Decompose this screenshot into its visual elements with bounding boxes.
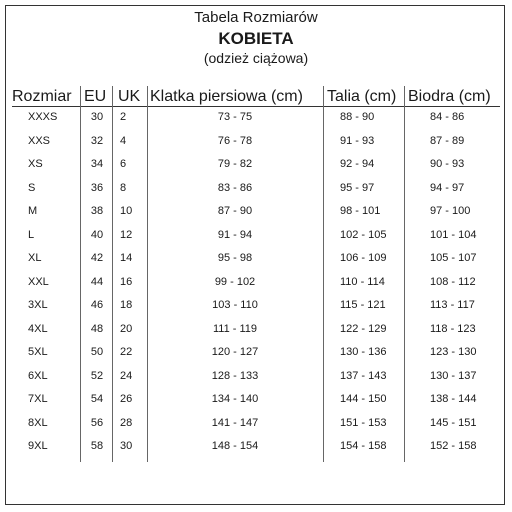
cell-eu: 50: [90, 346, 104, 358]
cell-waist: 110 - 114: [340, 275, 385, 288]
page-title: Tabela Rozmiarów: [194, 9, 318, 26]
cell-size: L: [28, 228, 35, 241]
cell-uk: 20: [120, 322, 133, 335]
cell-chest: 87 - 90: [217, 205, 253, 217]
cell-uk: 8: [120, 181, 127, 194]
cell-uk: 10: [120, 205, 133, 217]
cell-waist: 154 - 158: [340, 440, 387, 452]
cell-size: 4XL: [28, 322, 48, 335]
column-header-size: Rozmiar: [12, 88, 72, 105]
cell-eu: 56: [90, 416, 104, 429]
cell-waist: 91 - 93: [340, 134, 375, 147]
cell-waist: 106 - 109: [340, 252, 387, 264]
cell-chest: 99 - 102: [214, 275, 256, 288]
cell-hips: 90 - 93: [430, 158, 465, 170]
cell-size: S: [28, 181, 36, 194]
cell-size: XXXS: [28, 111, 58, 123]
cell-size: XL: [28, 252, 42, 264]
cell-size: XXS: [28, 134, 51, 147]
cell-chest: 76 - 78: [217, 134, 253, 147]
cell-chest: 103 - 110: [212, 299, 258, 311]
cell-waist: 92 - 94: [340, 158, 375, 170]
column-header-hips: Biodra (cm): [408, 88, 491, 105]
cell-chest: 148 - 154: [211, 440, 259, 452]
cell-waist: 102 - 105: [340, 228, 387, 241]
cell-hips: 87 - 89: [430, 134, 465, 147]
cell-chest: 111 - 119: [212, 322, 258, 335]
cell-chest: 79 - 82: [217, 158, 253, 170]
cell-chest: 73 - 75: [217, 111, 253, 123]
column-header-waist: Talia (cm): [327, 88, 397, 105]
cell-uk: 14: [120, 252, 133, 264]
cell-chest: 134 - 140: [211, 393, 259, 405]
cell-uk: 28: [120, 416, 133, 429]
cell-uk: 6: [120, 158, 127, 170]
cell-size: 3XL: [28, 299, 48, 311]
cell-uk: 30: [120, 440, 133, 452]
cell-eu: 36: [90, 181, 104, 194]
cell-hips: 94 - 97: [430, 181, 465, 194]
cell-uk: 18: [120, 299, 133, 311]
cell-waist: 115 - 121: [340, 299, 386, 311]
cell-uk: 24: [120, 369, 133, 382]
cell-eu: 48: [90, 322, 104, 335]
cell-size: 9XL: [28, 440, 48, 452]
cell-hips: 138 - 144: [430, 393, 477, 405]
column-header-eu: EU: [84, 88, 107, 105]
column-header-chest: Klatka piersiowa (cm): [150, 88, 303, 105]
cell-size: 5XL: [28, 346, 48, 358]
header-divider: [12, 106, 500, 107]
cell-size: 8XL: [28, 416, 48, 429]
cell-waist: 151 - 153: [340, 416, 387, 429]
cell-chest: 83 - 86: [217, 181, 253, 194]
cell-chest: 120 - 127: [211, 346, 259, 358]
cell-uk: 16: [120, 275, 133, 288]
cell-hips: 108 - 112: [430, 275, 476, 288]
cell-eu: 32: [90, 134, 104, 147]
cell-waist: 88 - 90: [340, 111, 375, 123]
cell-waist: 122 - 129: [340, 322, 387, 335]
cell-eu: 30: [90, 111, 104, 123]
cell-hips: 118 - 123: [430, 322, 476, 335]
cell-waist: 98 - 101: [340, 205, 381, 217]
column-divider: [112, 86, 113, 462]
cell-hips: 123 - 130: [430, 346, 477, 358]
page-note: (odzież ciążowa): [203, 50, 309, 66]
cell-eu: 54: [90, 393, 104, 405]
cell-waist: 144 - 150: [340, 393, 387, 405]
column-divider: [323, 86, 324, 462]
cell-chest: 95 - 98: [217, 252, 253, 264]
cell-size: 6XL: [28, 369, 48, 382]
cell-size: XXL: [28, 275, 49, 288]
cell-uk: 2: [120, 111, 127, 123]
cell-size: 7XL: [28, 393, 48, 405]
cell-eu: 42: [90, 252, 104, 264]
cell-eu: 40: [90, 228, 104, 241]
cell-hips: 101 - 104: [430, 228, 477, 241]
cell-hips: 84 - 86: [430, 111, 465, 123]
cell-size: XS: [28, 158, 43, 170]
cell-chest: 141 - 147: [211, 416, 259, 429]
cell-uk: 22: [120, 346, 133, 358]
cell-eu: 34: [90, 158, 104, 170]
cell-hips: 113 - 117: [430, 299, 475, 311]
column-divider: [147, 86, 148, 462]
column-header-uk: UK: [118, 88, 141, 105]
cell-uk: 4: [120, 134, 127, 147]
cell-waist: 95 - 97: [340, 181, 375, 194]
cell-eu: 52: [90, 369, 104, 382]
cell-waist: 130 - 136: [340, 346, 387, 358]
cell-size: M: [28, 205, 38, 217]
cell-hips: 105 - 107: [430, 252, 477, 264]
cell-hips: 152 - 158: [430, 440, 477, 452]
cell-hips: 97 - 100: [430, 205, 471, 217]
column-divider: [80, 86, 81, 462]
cell-eu: 58: [90, 440, 104, 452]
cell-uk: 26: [120, 393, 133, 405]
cell-uk: 12: [120, 228, 133, 241]
cell-waist: 137 - 143: [340, 369, 387, 382]
cell-eu: 44: [90, 275, 104, 288]
cell-hips: 145 - 151: [430, 416, 477, 429]
cell-chest: 91 - 94: [217, 228, 253, 241]
cell-eu: 38: [90, 205, 104, 217]
cell-chest: 128 - 133: [211, 369, 259, 382]
cell-hips: 130 - 137: [430, 369, 477, 382]
page-subtitle: KOBIETA: [218, 29, 294, 48]
cell-eu: 46: [90, 299, 104, 311]
